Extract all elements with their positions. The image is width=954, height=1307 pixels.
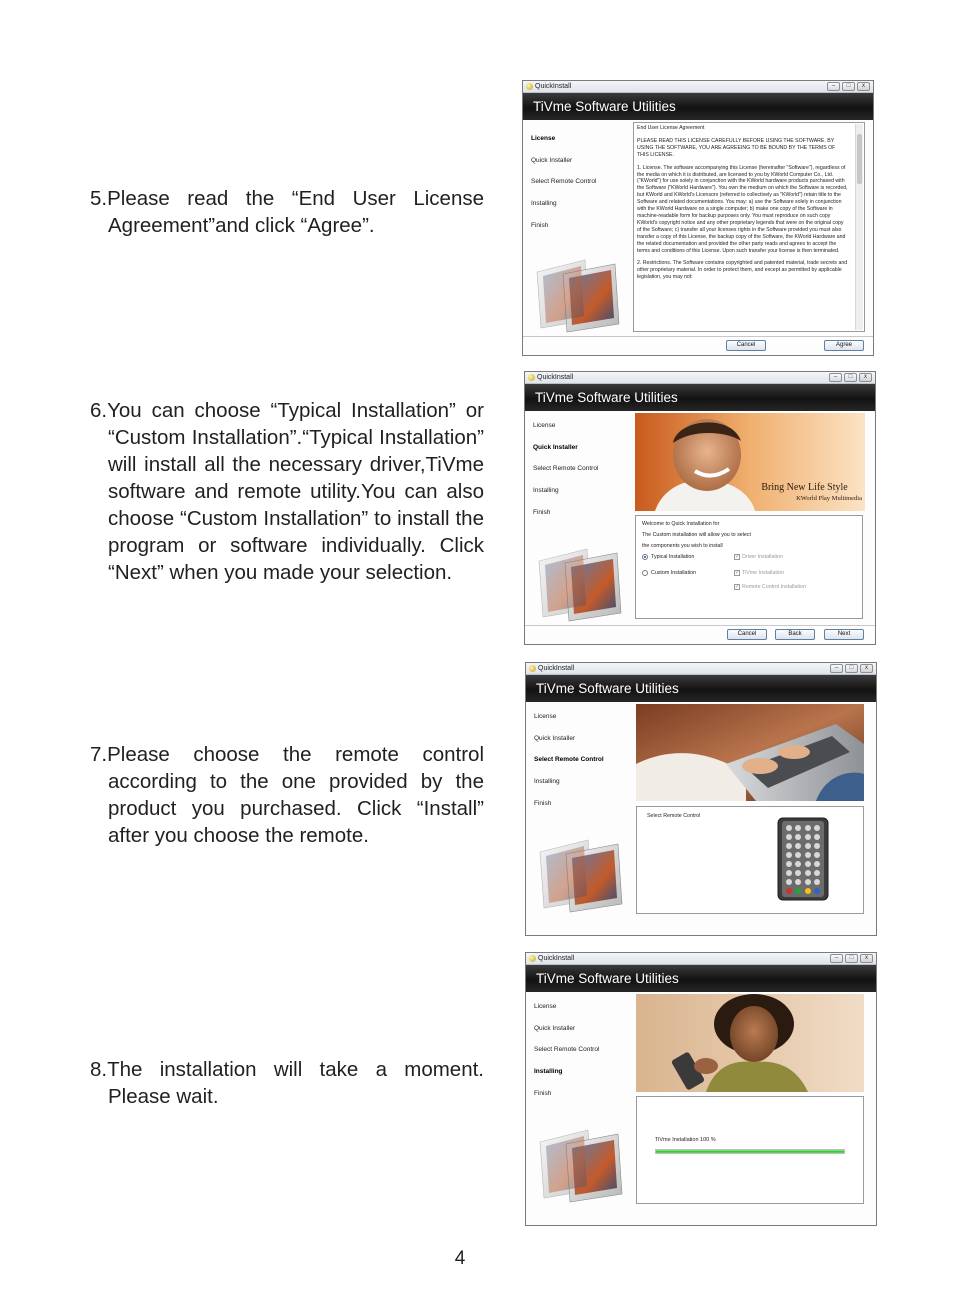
nav-license: License (534, 1003, 557, 1010)
cancel-button[interactable]: Cancel (726, 340, 766, 351)
brand-text: KWorld Play Multimedia (796, 495, 862, 502)
woman-remote-photo (636, 994, 864, 1092)
nav-installing: Installing (534, 778, 560, 786)
driver-label: Driver Installation (742, 554, 783, 560)
side-nav (534, 712, 630, 820)
nav-quick-installer: Quick Installer (531, 156, 573, 164)
monitor-graphic-icon (529, 539, 629, 629)
step-5-text: 5.Please read the “End User License Agreement”and click “Agree”. (90, 187, 484, 237)
scroll-thumb[interactable] (857, 134, 862, 184)
remote-panel (636, 806, 864, 914)
nav-finish: Finish (534, 1089, 552, 1097)
back-button[interactable]: Back (775, 629, 815, 640)
quick-installer-window (524, 371, 876, 645)
app-header: TiVme Software Utilities (526, 675, 876, 702)
progress-fill (656, 1150, 844, 1153)
minimize-button[interactable]: – (830, 954, 843, 963)
intro-line-3: the components you wish to install (642, 543, 723, 549)
nav-finish: Finish (534, 799, 552, 807)
title-bar (526, 953, 876, 965)
intro-line-1: Welcome to Quick Installation for (642, 521, 720, 527)
close-button[interactable]: x (860, 954, 873, 963)
minimize-button[interactable]: – (830, 664, 843, 673)
remote-label: Select Remote Control (647, 813, 701, 819)
intro-line-2: The Custom installation will allow you to select (642, 532, 751, 538)
eula-paragraph-3: 2. Restrictions. The Software contains copyrighted and patented material, trade secrets and other proprietary material. In order to protect them, and except as permitted by applicable legislation, you may not: (637, 260, 848, 281)
remote-control-icon[interactable] (777, 817, 829, 901)
checkbox-checked-icon: ✓ (735, 569, 740, 576)
app-icon (529, 955, 536, 962)
checkbox-checked-icon: ✓ (735, 553, 740, 560)
title-bar (523, 81, 873, 93)
eula-paragraph-1: PLEASE READ THIS LICENSE CAREFULLY BEFORE USING THE SOFTWARE. BY USING THE SOFTWARE, YOU ARE AGREEING TO BE BOUND BY THE TERMS OF THIS LICENSE. (637, 137, 836, 158)
progress-bar (655, 1149, 845, 1154)
close-button[interactable]: x (860, 664, 873, 673)
tivme-option[interactable] (734, 568, 784, 579)
remote-option[interactable] (734, 582, 806, 593)
nav-select-remote: Select Remote Control (534, 1046, 600, 1054)
app-header: TiVme Software Utilities (526, 965, 876, 992)
nav-select-remote: Select Remote Control (533, 465, 599, 473)
nav-quick-installer: Quick Installer (534, 734, 576, 742)
app-icon (528, 374, 535, 381)
nav-quick-installer: Quick Installer (534, 1024, 576, 1032)
install-options-panel (635, 515, 863, 619)
step-8-text: 8.The installation will take a moment. Please wait. (90, 1058, 484, 1108)
nav-installing: Installing (533, 487, 559, 495)
tivme-label: TiVme Installation (742, 570, 784, 576)
maximize-button[interactable]: □ (845, 664, 858, 673)
eula-scrollbar[interactable] (855, 124, 863, 330)
close-button[interactable]: x (857, 82, 870, 91)
progress-panel (636, 1096, 864, 1204)
step-6-text: 6.You can choose “Typical Installation” or “Custom Installation”.“Typical Installation” will install all the necessary driver,TiVme software and remote utility.You can also choose “Custom Installation” to install the program or software individually. Click “Next” when you made your selection. (90, 399, 484, 584)
minimize-button[interactable]: – (829, 373, 842, 382)
nav-license: License (533, 422, 556, 429)
side-nav (533, 421, 629, 529)
installing-window (525, 952, 877, 1226)
eula-panel[interactable] (633, 122, 865, 332)
radio-selected-icon (642, 554, 648, 560)
typical-option[interactable] (642, 552, 694, 563)
monitor-graphic-icon (527, 250, 627, 340)
title-bar (525, 372, 875, 384)
custom-option[interactable] (642, 568, 696, 579)
app-header: TiVme Software Utilities (523, 93, 873, 120)
window-title: QuickInstall (535, 83, 572, 90)
checkbox-checked-icon: ✓ (735, 583, 740, 590)
nav-finish: Finish (533, 508, 551, 516)
next-button[interactable]: Next (824, 629, 864, 640)
close-button[interactable]: x (859, 373, 872, 382)
cancel-button[interactable]: Cancel (727, 629, 767, 640)
eula-heading: End User License Agreement (637, 125, 705, 131)
minimize-button[interactable]: – (827, 82, 840, 91)
window-title: QuickInstall (537, 374, 574, 381)
nav-installing: Installing (531, 200, 557, 208)
nav-finish: Finish (531, 221, 549, 229)
footer-divider (523, 336, 873, 337)
driver-option[interactable] (734, 552, 783, 563)
window-title: QuickInstall (538, 955, 575, 962)
window-title: QuickInstall (538, 665, 575, 672)
custom-label: Custom Installation (651, 570, 697, 576)
page-number: 4 (454, 1248, 466, 1269)
remote-label: Remote Control Installation (742, 584, 806, 590)
nav-select-remote: Select Remote Control (531, 178, 597, 186)
title-bar (526, 663, 876, 675)
agree-button[interactable]: Agree (824, 340, 864, 351)
nav-select-remote: Select Remote Control (534, 756, 604, 764)
progress-label: TiVme Installation 100 % (655, 1137, 716, 1143)
monitor-graphic-icon (530, 830, 630, 920)
maximize-button[interactable]: □ (845, 954, 858, 963)
nav-quick-installer: Quick Installer (533, 443, 578, 451)
app-icon (526, 83, 533, 90)
laptop-typing-photo (636, 704, 864, 801)
license-window (522, 80, 874, 356)
eula-paragraph-2: 1. License. The software accompanying this License (hereinafter "Software"), regardless of the media on which it is distributed, are licensed to you by KWorld Computer Co., Ltd. ("KWorld") for use solely in conjunction with the KWorld hardware products purchased with the Software ("KWorld Hardware"). You own the medium on which the Software is recorded, but KWorld and KWorld's Licensors (referred to collectively as "KWorld") retain title to the Software and related documentations. You may: a) use the Software solely in conjunction with the KWorld Hardware on a single computer; b) make one copy of the Software in machine-readable form for backup purposes only. You must reproduce on such copy KWorld's copyright notice and any other proprietary legends that were on the original copy of the Software; c) transfer all your licenses rights in the Software provided you must also transfer a copy of this License, the backup copy of the Software, the KWorld Hardware and the related documentation and provided the other party reads and agrees to accept the terms and conditions of this License. Upon such transfer your license is then terminated. (637, 164, 848, 254)
app-icon (529, 665, 536, 672)
typical-label: Typical Installation (651, 554, 695, 560)
maximize-button[interactable]: □ (844, 373, 857, 382)
step-7-text: 7.Please choose the remote control according to the one provided by the product you purchased. Click “Install” after you choose the remote. (90, 743, 484, 847)
side-nav (534, 1002, 630, 1110)
radio-empty-icon (642, 570, 648, 576)
footer-divider (525, 625, 875, 626)
slogan-text: Bring New Life Style (761, 482, 848, 493)
nav-license: License (534, 713, 557, 720)
monitor-graphic-icon (530, 1120, 630, 1210)
side-nav (531, 134, 627, 242)
maximize-button[interactable]: □ (842, 82, 855, 91)
nav-license: License (531, 135, 556, 142)
app-header: TiVme Software Utilities (525, 384, 875, 411)
select-remote-window (525, 662, 877, 936)
nav-installing: Installing (534, 1068, 563, 1076)
